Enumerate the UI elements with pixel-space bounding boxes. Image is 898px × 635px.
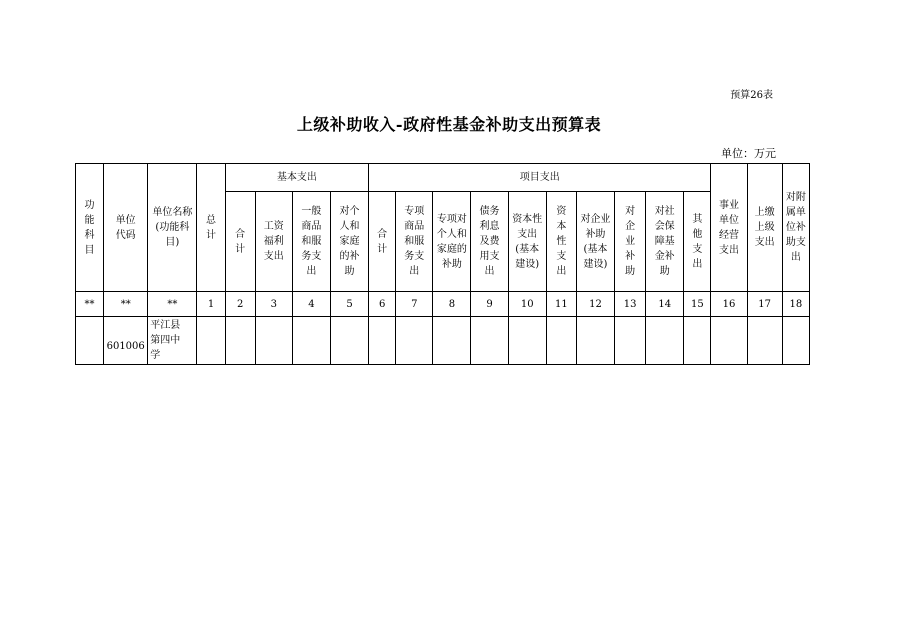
header-institution-operating: 事业单位经营支出 bbox=[711, 164, 747, 292]
index-cell: ** bbox=[76, 292, 104, 317]
index-cell: 1 bbox=[197, 292, 225, 317]
index-cell: ** bbox=[104, 292, 148, 317]
header-basic-sub: 合计 bbox=[225, 192, 255, 292]
header-remit-superior: 上缴上级支出 bbox=[747, 164, 782, 292]
value-cell bbox=[292, 317, 330, 365]
index-cell: 6 bbox=[369, 292, 396, 317]
header-project-sub: 对企业补助 bbox=[615, 192, 646, 292]
value-cell bbox=[546, 317, 576, 365]
index-cell: 15 bbox=[684, 292, 711, 317]
index-cell: 8 bbox=[433, 292, 471, 317]
budget-table bbox=[75, 163, 810, 365]
index-cell: 5 bbox=[330, 292, 368, 317]
header-project-sub: 债务利息及费用支出 bbox=[471, 192, 508, 292]
header-project-sub: 对社会保障基金补助 bbox=[646, 192, 684, 292]
form-number: 预算26表 bbox=[730, 90, 773, 101]
value-cell bbox=[747, 317, 782, 365]
index-cell: 3 bbox=[255, 292, 292, 317]
index-cell: 18 bbox=[782, 292, 809, 317]
value-cell bbox=[646, 317, 684, 365]
page-title: 上级补助收入-政府性基金补助支出预算表 bbox=[296, 115, 602, 134]
header-project-sub: 专项商品和服务支出 bbox=[396, 192, 433, 292]
header-total: 总计 bbox=[197, 164, 225, 292]
header-project-sub: 其他支出 bbox=[684, 192, 711, 292]
header-project-sub: 专项对个人和家庭的补助 bbox=[433, 192, 471, 292]
header-subsidy-affiliated: 对附属单位补助支出 bbox=[782, 164, 809, 292]
value-cell bbox=[576, 317, 614, 365]
value-cell bbox=[255, 317, 292, 365]
header-basic-expenditure: 基本支出 bbox=[225, 164, 369, 192]
value-cell bbox=[369, 317, 396, 365]
index-cell: 4 bbox=[292, 292, 330, 317]
index-cell: 2 bbox=[225, 292, 255, 317]
header-basic-sub: 工资福利支出 bbox=[255, 192, 292, 292]
value-cell bbox=[711, 317, 747, 365]
value-cell bbox=[471, 317, 508, 365]
value-cell bbox=[508, 317, 546, 365]
value-cell bbox=[684, 317, 711, 365]
value-cell bbox=[330, 317, 368, 365]
value-cell bbox=[197, 317, 225, 365]
index-cell: 9 bbox=[471, 292, 508, 317]
index-cell: 16 bbox=[711, 292, 747, 317]
header-unit-code: 单位代码 bbox=[104, 164, 148, 292]
value-cell bbox=[615, 317, 646, 365]
header-unit-name: 单位名称(功能科目) bbox=[148, 164, 197, 292]
header-basic-sub: 一般商品和服务支出 bbox=[292, 192, 330, 292]
index-cell: 14 bbox=[646, 292, 684, 317]
index-cell: 13 bbox=[615, 292, 646, 317]
index-cell: 11 bbox=[546, 292, 576, 317]
value-cell bbox=[225, 317, 255, 365]
index-cell: 17 bbox=[747, 292, 782, 317]
index-cell: ** bbox=[148, 292, 197, 317]
index-cell: 7 bbox=[396, 292, 433, 317]
header-project-sub: 资本性支出 bbox=[546, 192, 576, 292]
func-subject-cell bbox=[76, 317, 104, 365]
header-project-sub: 合计 bbox=[369, 192, 396, 292]
table-row bbox=[76, 317, 810, 365]
header-basic-sub: 对个人和家庭的补助 bbox=[330, 192, 368, 292]
value-cell bbox=[782, 317, 809, 365]
header-project-sub: 资本性支出(基本建设) bbox=[508, 192, 546, 292]
unit-code-cell: 601006 bbox=[104, 317, 148, 365]
unit-label: 单位：万元 bbox=[721, 147, 776, 160]
index-cell: 10 bbox=[508, 292, 546, 317]
header-func-subject: 功能科目 bbox=[76, 164, 104, 292]
header-project-sub: 对企业补助(基本建设) bbox=[576, 192, 614, 292]
header-project-expenditure: 项目支出 bbox=[369, 164, 711, 192]
index-cell: 12 bbox=[576, 292, 614, 317]
unit-name-cell: 平江县第四中学 bbox=[148, 317, 197, 365]
value-cell bbox=[396, 317, 433, 365]
index-row bbox=[76, 292, 810, 317]
value-cell bbox=[433, 317, 471, 365]
